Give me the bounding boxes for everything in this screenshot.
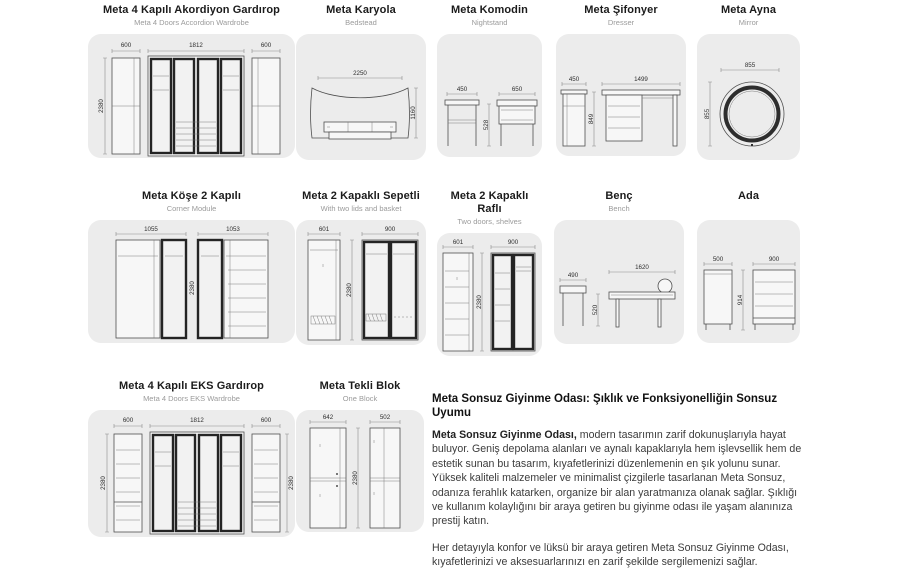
svg-text:600: 600 [260,417,272,424]
drawing-panel [697,220,800,343]
svg-text:642: 642 [322,414,334,421]
drawing-panel [554,220,684,344]
cell-title: Meta 4 Kapılı Akordiyon Gardırop [103,4,280,16]
svg-text:2380: 2380 [288,476,295,490]
cell-sifonyer [556,4,686,156]
front-view [497,100,537,146]
svg-text:2380: 2380 [189,281,196,295]
side-view [561,90,587,146]
cell-kose-module [88,190,295,343]
front-view [609,279,675,327]
right-unit [362,240,418,340]
drawing-panel [296,410,424,532]
side-view [445,100,479,146]
eks-wardrobe-drawing [88,410,295,537]
ada-drawing [697,220,800,343]
cell-ayna [697,4,800,160]
svg-text:855: 855 [744,62,756,69]
drawing-panel [88,410,295,537]
svg-text:855: 855 [704,108,711,120]
svg-text:2380: 2380 [352,471,359,485]
cell-subtitle: Bedstead [345,18,377,27]
right-unit [198,240,268,338]
drawing-panel [88,34,295,158]
cell-subtitle: Nightstand [471,18,508,27]
drawing-panel [296,220,426,345]
svg-text:650: 650 [511,86,523,93]
cell-title: Meta Köşe 2 Kapılı [142,190,241,202]
svg-text:600: 600 [120,42,132,49]
article-paragraph-1-body: modern tasarımın zarif dokunuşlarıyla hayat buluyor. Geniş depolama alanları ve aynalı kapaklarıyla hem işlevsellik hem de estetik sunan bu tasarım, kıyafetlerinizi düzenlemenin en şık yolunu sunar. Yüksek kaliteli malzemeler ve minimalist çizgilerle tasarlanan Meta Sonsuz, odanıza ferahlık katarken, organize bir alan yaratmanıza olanak sağlar. Şıklığı ve kullanım kolaylığını bir araya getiren bu giyinme odası ile yaşam alanınıza prestij katın. [432,429,802,528]
cell-rafli [437,190,542,356]
svg-text:601: 601 [452,239,464,246]
nightstand-drawing [437,34,542,157]
article-paragraph-1-lead: Meta Sonsuz Giyinme Odası, [432,429,577,441]
drawing-panel [556,34,686,156]
cell-karyola [296,4,426,160]
cell-subtitle: Dresser [607,18,635,27]
svg-text:2380: 2380 [100,476,107,490]
svg-text:2380: 2380 [346,283,353,297]
bed-base [324,122,396,139]
drawing-panel [437,233,542,356]
front-view [310,428,346,528]
svg-text:2380: 2380 [476,295,483,309]
svg-text:1812: 1812 [189,42,203,49]
side-view [560,286,586,326]
right-side-unit [252,58,280,154]
svg-text:1812: 1812 [190,417,204,424]
right-unit [491,253,535,351]
cell-subtitle: Bench [608,204,630,213]
cell-title: Meta Şifonyer [584,4,658,16]
svg-text:1053: 1053 [226,226,240,233]
cell-title: Ada [737,190,760,202]
cell-title: Meta 4 Kapılı EKS Gardırop [118,380,265,392]
one-block-drawing [296,410,424,532]
bedstead-drawing [296,34,426,160]
svg-text:2380: 2380 [98,99,105,113]
front-view [602,90,680,146]
right-side-unit [252,434,280,532]
svg-text:900: 900 [768,256,780,263]
cell-subtitle: Corner Module [166,204,217,213]
akordiyon-wardrobe-drawing [88,34,295,158]
left-unit [308,240,340,340]
cell-ada [697,190,800,343]
side-view [704,270,732,330]
svg-text:2250: 2250 [353,70,367,77]
two-doors-shelves-drawing [437,233,542,356]
cell-title: Meta Tekli Blok [319,380,401,392]
cell-eks-gardirop [88,380,295,537]
side-view [370,428,400,528]
cell-sepetli [296,190,426,345]
article-paragraph-2: Her detayıyla konfor ve lüksü bir araya getiren Meta Sonsuz Giyinme Odası, kıyafetlerinizi ve aksesuarlarınızı en zarif şekilde sergilemenizi sağlar. [432,541,789,569]
corner-module-drawing [88,220,295,343]
cell-title: Meta Ayna [720,4,777,16]
cell-subtitle [697,204,800,214]
svg-text:528: 528 [483,119,490,131]
mirror-drawing [697,34,800,160]
svg-text:1620: 1620 [635,264,649,271]
cell-subtitle: Two doors, shelves [457,217,522,226]
svg-text:900: 900 [384,226,396,233]
article-paragraph-1 [432,428,804,529]
cell-title: Benç [605,190,633,202]
left-side-unit [112,58,140,154]
svg-text:1499: 1499 [634,76,648,83]
svg-text:600: 600 [122,417,134,424]
article-heading: Meta Sonsuz Giyinme Odası: Şıklık ve Fonksiyonelliğin Sonsuz Uyumu [432,393,778,419]
cell-komodin [437,4,542,157]
cell-subtitle: Meta 4 Doors Accordion Wardrobe [134,18,249,27]
svg-text:450: 450 [568,76,580,83]
cell-title: Meta Karyola [326,4,396,16]
svg-text:450: 450 [456,86,468,93]
drawing-panel [88,220,295,343]
cell-title: Meta Komodin [451,4,528,16]
two-lids-basket-drawing [296,220,426,345]
cell-title: Meta 2 Kapaklı Sepetli [302,190,420,202]
svg-text:520: 520 [592,304,599,316]
mirror-circle [720,82,784,146]
svg-text:1055: 1055 [144,226,158,233]
cell-title: Meta 2 Kapaklı Raflı [450,190,529,215]
cell-akordiyon-gardirop [88,4,295,158]
cell-tekli-blok [296,380,424,532]
left-side-unit [114,434,142,532]
svg-text:1160: 1160 [410,106,417,120]
drawing-panel [296,34,426,160]
svg-text:502: 502 [379,414,391,421]
center-doors-unit [150,432,244,534]
drawing-panel [697,34,800,160]
dresser-drawing [556,34,686,156]
svg-text:849: 849 [588,113,595,125]
left-unit [116,240,186,338]
svg-text:900: 900 [507,239,519,246]
cell-subtitle: One Block [342,394,378,403]
svg-text:601: 601 [318,226,330,233]
cell-benc [554,190,684,344]
article-meta-sonsuz [432,392,804,582]
svg-text:500: 500 [712,256,724,263]
svg-text:490: 490 [567,272,579,279]
bench-drawing [554,220,684,344]
drawing-panel [437,34,542,157]
cell-subtitle: With two lids and basket [320,204,402,213]
cell-subtitle: Meta 4 Doors EKS Wardrobe [143,394,240,403]
svg-text:600: 600 [260,42,272,49]
cell-subtitle: Mirror [738,18,759,27]
left-unit [443,253,473,351]
front-view [753,270,795,330]
center-doors-unit [148,56,244,156]
svg-text:914: 914 [737,294,744,306]
